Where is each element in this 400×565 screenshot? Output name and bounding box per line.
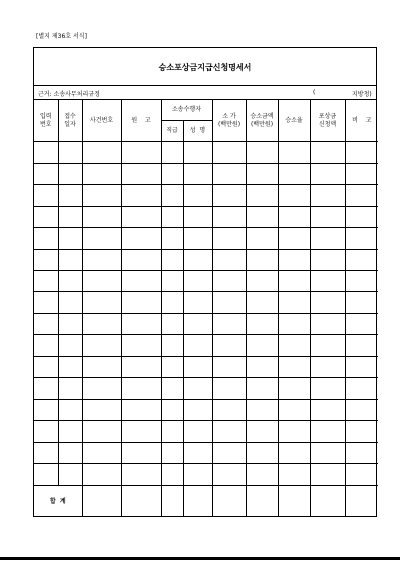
table-cell[interactable] [183, 442, 212, 463]
table-cell[interactable] [82, 464, 121, 485]
table-cell[interactable] [183, 356, 212, 377]
table-cell[interactable] [278, 442, 310, 463]
table-cell[interactable] [278, 464, 310, 485]
table-cell[interactable] [58, 464, 82, 485]
table-cell[interactable] [82, 185, 121, 206]
table-cell[interactable] [278, 228, 310, 249]
header-won-amount: 승소금액 (백만원) [246, 100, 278, 142]
table-cell[interactable] [161, 356, 183, 377]
table-cell[interactable] [212, 399, 246, 420]
table-cell[interactable] [278, 292, 310, 313]
table-cell[interactable] [161, 378, 183, 399]
table-cell[interactable] [121, 421, 161, 442]
table-cell[interactable] [246, 163, 278, 184]
table-cell[interactable] [246, 442, 278, 463]
table-cell[interactable] [82, 378, 121, 399]
table-cell[interactable] [121, 313, 161, 334]
table-cell[interactable] [121, 163, 161, 184]
table-cell[interactable] [161, 335, 183, 356]
table-cell[interactable] [58, 421, 82, 442]
table-cell[interactable] [212, 335, 246, 356]
table-cell[interactable] [310, 142, 345, 163]
reward-table [34, 100, 378, 517]
table-cell[interactable] [121, 185, 161, 206]
table-cell[interactable] [34, 313, 58, 334]
table-cell[interactable] [246, 356, 278, 377]
total-cell[interactable] [278, 485, 310, 517]
table-cell[interactable] [161, 464, 183, 485]
table-cell[interactable] [82, 442, 121, 463]
table-cell[interactable] [278, 313, 310, 334]
table-cell[interactable] [161, 185, 183, 206]
table-cell[interactable] [278, 185, 310, 206]
table-cell[interactable] [58, 335, 82, 356]
table-cell[interactable] [246, 421, 278, 442]
header-receipt-date: 접수 일자 [58, 100, 82, 142]
table-cell[interactable] [121, 228, 161, 249]
table-cell[interactable] [58, 185, 82, 206]
table-row [34, 185, 378, 206]
table-cell[interactable] [58, 378, 82, 399]
table-row [34, 206, 378, 227]
table-cell[interactable] [82, 228, 121, 249]
basis-text: 근거: 소송사무처리규정 [38, 91, 100, 98]
table-cell[interactable] [34, 270, 58, 291]
table-row [34, 142, 378, 163]
header-name: 성 명 [183, 121, 212, 142]
table-cell[interactable] [310, 292, 345, 313]
table-cell[interactable] [121, 442, 161, 463]
table-cell[interactable] [34, 206, 58, 227]
table-cell[interactable] [345, 206, 378, 227]
table-cell[interactable] [246, 335, 278, 356]
table-cell[interactable] [183, 292, 212, 313]
table-cell[interactable] [310, 270, 345, 291]
table-cell[interactable] [183, 249, 212, 270]
table-cell[interactable] [278, 249, 310, 270]
table-row [34, 356, 378, 377]
table-cell[interactable] [345, 292, 378, 313]
table-cell[interactable] [34, 163, 58, 184]
table-cell[interactable] [34, 356, 58, 377]
table-cell[interactable] [246, 185, 278, 206]
table-cell[interactable] [246, 206, 278, 227]
table-cell[interactable] [310, 335, 345, 356]
table-cell[interactable] [345, 421, 378, 442]
table-cell[interactable] [58, 292, 82, 313]
table-cell[interactable] [161, 421, 183, 442]
table-cell[interactable] [58, 163, 82, 184]
table-cell[interactable] [58, 442, 82, 463]
table-row [34, 228, 378, 249]
total-cell[interactable] [345, 485, 378, 517]
table-cell[interactable] [345, 228, 378, 249]
table-cell[interactable] [58, 228, 82, 249]
table-cell[interactable] [310, 206, 345, 227]
table-cell[interactable] [212, 206, 246, 227]
title-area [34, 48, 376, 86]
table-cell[interactable] [121, 464, 161, 485]
table-cell[interactable] [212, 378, 246, 399]
table-cell[interactable] [183, 206, 212, 227]
table-cell[interactable] [345, 399, 378, 420]
table-cell[interactable] [246, 228, 278, 249]
table-cell[interactable] [212, 249, 246, 270]
table-cell[interactable] [34, 442, 58, 463]
table-cell[interactable] [82, 292, 121, 313]
table-row [34, 399, 378, 420]
total-cell[interactable] [310, 485, 345, 517]
header-case-no: 사건번호 [82, 100, 121, 142]
table-cell[interactable] [183, 228, 212, 249]
table-cell[interactable] [121, 356, 161, 377]
table-cell[interactable] [246, 464, 278, 485]
table-cell[interactable] [278, 378, 310, 399]
form-number-label: [별지 제36호 서식] [36, 33, 87, 40]
table-cell[interactable] [121, 378, 161, 399]
header-reward-request: 포상금 신청액 [310, 100, 345, 142]
table-cell[interactable] [212, 442, 246, 463]
table-cell[interactable] [345, 249, 378, 270]
table-cell[interactable] [246, 142, 278, 163]
table-cell[interactable] [161, 313, 183, 334]
table-row [34, 163, 378, 184]
table-cell[interactable] [212, 421, 246, 442]
table-cell[interactable] [345, 313, 378, 334]
table-cell[interactable] [183, 142, 212, 163]
table-cell[interactable] [121, 399, 161, 420]
table-cell[interactable] [121, 142, 161, 163]
table-cell[interactable] [58, 270, 82, 291]
table-cell[interactable] [345, 185, 378, 206]
table-cell[interactable] [34, 249, 58, 270]
table-cell[interactable] [246, 399, 278, 420]
form-title: 승소포상금지급신청명세서 [158, 63, 252, 72]
reward-request-form [33, 47, 377, 517]
total-cell[interactable] [121, 485, 161, 517]
table-cell[interactable] [161, 270, 183, 291]
table-cell[interactable] [121, 206, 161, 227]
table-cell[interactable] [34, 228, 58, 249]
table-cell[interactable] [161, 228, 183, 249]
total-label: 합 계 [34, 485, 82, 517]
table-cell[interactable] [246, 270, 278, 291]
table-cell[interactable] [345, 378, 378, 399]
table-cell[interactable] [183, 421, 212, 442]
header-reg-no: 입력 번호 [34, 100, 58, 142]
bottom-rule [0, 557, 400, 560]
table-cell[interactable] [58, 399, 82, 420]
table-cell[interactable] [278, 270, 310, 291]
table-cell[interactable] [278, 335, 310, 356]
table-cell[interactable] [212, 228, 246, 249]
header-remarks: 비 고 [345, 100, 378, 142]
table-cell[interactable] [183, 378, 212, 399]
table-cell[interactable] [278, 399, 310, 420]
table-row [34, 270, 378, 291]
table-cell[interactable] [82, 270, 121, 291]
table-cell[interactable] [310, 442, 345, 463]
table-row [34, 249, 378, 270]
header-performer-group: 소송수행자 [161, 100, 212, 121]
table-cell[interactable] [183, 399, 212, 420]
total-cell[interactable] [82, 485, 121, 517]
table-cell[interactable] [82, 163, 121, 184]
table-cell[interactable] [161, 399, 183, 420]
table-cell[interactable] [278, 142, 310, 163]
table-cell[interactable] [34, 421, 58, 442]
table-cell[interactable] [310, 313, 345, 334]
table-cell[interactable] [121, 270, 161, 291]
table-cell[interactable] [183, 313, 212, 334]
table-cell[interactable] [212, 270, 246, 291]
table-row [34, 292, 378, 313]
table-cell[interactable] [345, 335, 378, 356]
table-cell[interactable] [310, 399, 345, 420]
table-cell[interactable] [183, 464, 212, 485]
table-cell[interactable] [82, 356, 121, 377]
table-cell[interactable] [58, 206, 82, 227]
table-cell[interactable] [82, 399, 121, 420]
table-cell[interactable] [161, 163, 183, 184]
table-cell[interactable] [58, 313, 82, 334]
table-cell[interactable] [183, 163, 212, 184]
table-cell[interactable] [82, 313, 121, 334]
table-cell[interactable] [58, 142, 82, 163]
table-cell[interactable] [212, 163, 246, 184]
table-cell[interactable] [82, 142, 121, 163]
table-row [34, 442, 378, 463]
basis-row [34, 86, 376, 100]
table-cell[interactable] [34, 142, 58, 163]
table-cell[interactable] [246, 378, 278, 399]
table-cell[interactable] [310, 249, 345, 270]
table-cell[interactable] [310, 464, 345, 485]
table-cell[interactable] [82, 421, 121, 442]
table-cell[interactable] [310, 421, 345, 442]
table-cell[interactable] [183, 335, 212, 356]
table-row [34, 335, 378, 356]
table-cell[interactable] [82, 335, 121, 356]
table-cell[interactable] [58, 356, 82, 377]
table-cell[interactable] [212, 464, 246, 485]
table-cell[interactable] [34, 464, 58, 485]
header-win-rate: 승소율 [278, 100, 310, 142]
table-cell[interactable] [212, 313, 246, 334]
total-row [34, 485, 378, 517]
table-cell[interactable] [161, 142, 183, 163]
table-cell[interactable] [121, 335, 161, 356]
table-cell[interactable] [82, 206, 121, 227]
table-cell[interactable] [161, 292, 183, 313]
table-cell[interactable] [161, 442, 183, 463]
total-cell[interactable] [161, 485, 183, 517]
table-cell[interactable] [246, 313, 278, 334]
total-cell[interactable] [246, 485, 278, 517]
table-row [34, 464, 378, 485]
table-cell[interactable] [212, 185, 246, 206]
table-cell[interactable] [161, 249, 183, 270]
table-cell[interactable] [310, 378, 345, 399]
table-cell[interactable] [278, 356, 310, 377]
header-rank: 직급 [161, 121, 183, 142]
table-cell[interactable] [246, 292, 278, 313]
table-cell[interactable] [310, 356, 345, 377]
table-cell[interactable] [345, 163, 378, 184]
table-cell[interactable] [34, 399, 58, 420]
table-cell[interactable] [345, 442, 378, 463]
table-row [34, 378, 378, 399]
table-cell[interactable] [212, 142, 246, 163]
table-cell[interactable] [82, 249, 121, 270]
table-cell[interactable] [278, 163, 310, 184]
table-cell[interactable] [183, 270, 212, 291]
total-cell[interactable] [212, 485, 246, 517]
header-amount-in-dispute: 소 가 (백만원) [212, 100, 246, 142]
table-row [34, 421, 378, 442]
table-cell[interactable] [246, 249, 278, 270]
table-cell[interactable] [34, 335, 58, 356]
table-cell[interactable] [345, 464, 378, 485]
header-row-1 [34, 100, 378, 121]
table-cell[interactable] [161, 206, 183, 227]
table-row [34, 313, 378, 334]
table-cell[interactable] [183, 185, 212, 206]
header-plaintiff: 원 고 [121, 100, 161, 142]
table-cell[interactable] [34, 378, 58, 399]
table-cell[interactable] [34, 185, 58, 206]
table-cell[interactable] [345, 142, 378, 163]
table-cell[interactable] [34, 292, 58, 313]
table-cell[interactable] [310, 163, 345, 184]
table-cell[interactable] [310, 185, 345, 206]
regional-office-suffix: 지방청) [352, 91, 372, 98]
table-cell[interactable] [310, 228, 345, 249]
table-cell[interactable] [212, 356, 246, 377]
office-paren-open: ( [313, 89, 316, 96]
table-cell[interactable] [278, 206, 310, 227]
table-cell[interactable] [278, 421, 310, 442]
table-cell[interactable] [121, 292, 161, 313]
table-cell[interactable] [345, 356, 378, 377]
total-cell[interactable] [183, 485, 212, 517]
table-cell[interactable] [212, 292, 246, 313]
table-cell[interactable] [121, 249, 161, 270]
table-cell[interactable] [58, 249, 82, 270]
table-cell[interactable] [345, 270, 378, 291]
